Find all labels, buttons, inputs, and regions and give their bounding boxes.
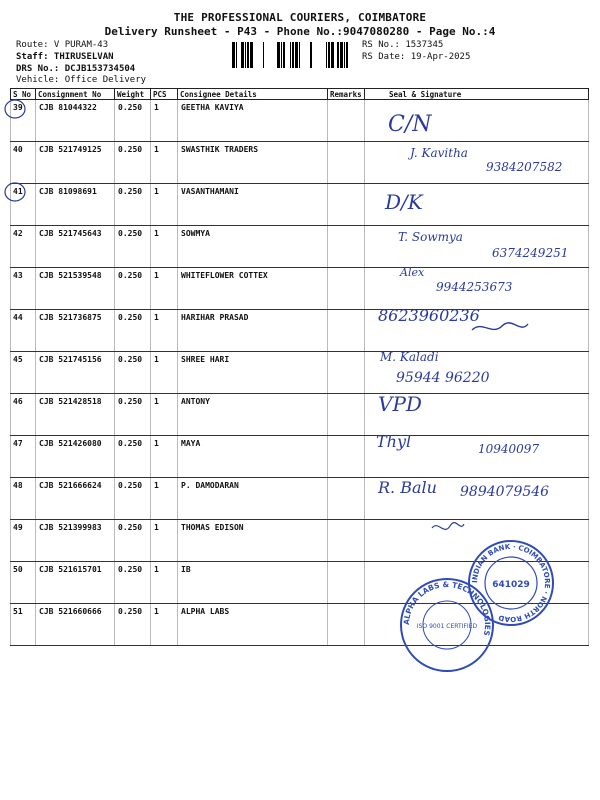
table-row [11,562,589,604]
signature-46: VPD [378,392,422,416]
col-pcs: PCS [151,89,178,100]
table-row [11,184,589,226]
row-signature-cell [365,226,589,268]
signature-40-phone: 9384207582 [486,160,563,174]
row-consignment-no: CJB 521615701 [36,562,115,604]
signature-43-name: Alex [400,266,425,279]
row-remarks [328,310,365,352]
row-remarks [328,436,365,478]
table-row [11,520,589,562]
row-signature-cell [365,268,589,310]
row-remarks [328,604,365,646]
row-consignee: ALPHA LABS [178,604,328,646]
row-sno: 42 [11,226,36,268]
row-weight: 0.250 [115,184,151,226]
row-sno: 45 [11,352,36,394]
row-weight: 0.250 [115,562,151,604]
table-row [11,100,589,142]
signature-39: C/N [388,112,432,137]
table-row [11,604,589,646]
svg-text:INDIAN BANK · COIMBATORE · NOR: INDIAN BANK · COIMBATORE · NORTH ROAD [470,542,552,624]
row-consignee: THOMAS EDISON [178,520,328,562]
svg-text:641029: 641029 [492,580,530,590]
row-consignment-no: CJB 521539548 [36,268,115,310]
row-weight: 0.250 [115,478,151,520]
row-weight: 0.250 [115,394,151,436]
row-weight: 0.250 [115,100,151,142]
row-consignment-no: CJB 81098691 [36,184,115,226]
row-signature-cell [365,520,589,562]
row-signature-cell [365,394,589,436]
row-consignment-no: CJB 521399983 [36,520,115,562]
row-weight: 0.250 [115,268,151,310]
row-signature-cell [365,100,589,142]
rs-date: RS Date: 19-Apr-2025 [362,52,471,62]
row-remarks [328,352,365,394]
col-remarks: Remarks [328,89,365,100]
row-pcs: 1 [151,520,178,562]
row-consignee: MAYA [178,436,328,478]
signature-43-phone: 9944253673 [436,280,513,294]
row-pcs: 1 [151,268,178,310]
signature-47-name: Thyl [376,432,412,451]
row-remarks [328,562,365,604]
signature-48-phone: 9894079546 [460,484,550,500]
signature-45-phone: 95944 96220 [396,370,490,386]
row-sno: 46 [11,394,36,436]
col-signature: Seal & Signature [365,89,589,100]
row-consignment-no: CJB 521666624 [36,478,115,520]
signature-42-name: T. Sowmya [398,230,463,244]
rs-number: RS No.: 1537345 [362,40,444,50]
row-pcs: 1 [151,562,178,604]
row-consignment-no: CJB 521428518 [36,394,115,436]
col-consignee: Consignee Details [178,89,328,100]
row-consignee: GEETHA KAVIYA [178,100,328,142]
row-pcs: 1 [151,310,178,352]
row-consignment-no: CJB 521745643 [36,226,115,268]
row-signature-cell [365,310,589,352]
row-remarks [328,100,365,142]
col-sno: S No [11,89,36,100]
row-pcs: 1 [151,604,178,646]
row-pcs: 1 [151,142,178,184]
row-consignment-no: CJB 521426080 [36,436,115,478]
row-signature-cell [365,184,589,226]
row-signature-cell [365,478,589,520]
signature-47-phone: 10940097 [478,442,540,456]
row-weight: 0.250 [115,604,151,646]
table-row [11,268,589,310]
signature-48-name: R. Balu [378,478,437,497]
row-sno: 44 [11,310,36,352]
row-remarks [328,478,365,520]
barcode-image [232,42,356,68]
row-weight: 0.250 [115,352,151,394]
company-title: THE PROFESSIONAL COURIERS, COIMBATORE [173,11,427,24]
row-sno: 48 [11,478,36,520]
row-remarks [328,184,365,226]
row-pcs: 1 [151,436,178,478]
row-pcs: 1 [151,184,178,226]
table-row [11,310,589,352]
signature-40-name: J. Kavitha [410,146,468,160]
row-sno: 47 [11,436,36,478]
row-weight: 0.250 [115,226,151,268]
signature-44: 8623960236 [378,306,480,325]
row-consignee: SHREE HARI [178,352,328,394]
row-weight: 0.250 [115,436,151,478]
col-consignment: Consignment No [36,89,115,100]
row-signature-cell [365,352,589,394]
table-row [11,226,589,268]
runsheet-table [10,88,589,646]
row-signature-cell [365,436,589,478]
row-remarks [328,520,365,562]
table-row [11,478,589,520]
svg-text:ALPHA LABS & TECHNOLOGIES: ALPHA LABS & TECHNOLOGIES [401,579,493,637]
table-header-row [11,89,589,100]
signature-41: D/K [385,190,423,214]
row-sno: 50 [11,562,36,604]
sheet-title: Delivery Runsheet - P43 - Phone No.:9047080280 - Page No.:4 [104,25,496,38]
row-sno: 41 [11,184,36,226]
row-consignment-no: CJB 521736875 [36,310,115,352]
row-sno: 39 [11,100,36,142]
row-pcs: 1 [151,100,178,142]
row-consignee: SWASTHIK TRADERS [178,142,328,184]
row-remarks [328,394,365,436]
row-consignee: IB [178,562,328,604]
row-consignee: HARIHAR PRASAD [178,310,328,352]
row-weight: 0.250 [115,142,151,184]
col-weight: Weight [115,89,151,100]
row-remarks [328,226,365,268]
row-consignee: ANTONY [178,394,328,436]
row-sno: 40 [11,142,36,184]
row-weight: 0.250 [115,520,151,562]
row-consignee: WHITEFLOWER COTTEX [178,268,328,310]
row-consignment-no: CJB 81044322 [36,100,115,142]
row-remarks [328,142,365,184]
row-remarks [328,268,365,310]
table-row [11,436,589,478]
row-sno: 49 [11,520,36,562]
row-sno: 43 [11,268,36,310]
vehicle-label: Vehicle: Office Delivery [16,75,147,85]
row-pcs: 1 [151,352,178,394]
row-pcs: 1 [151,478,178,520]
staff-label: Staff: THIRUSELVAN [16,52,114,62]
signature-45-name: M. Kaladi [380,350,439,364]
row-pcs: 1 [151,226,178,268]
row-consignment-no: CJB 521749125 [36,142,115,184]
row-consignee: SOWMYA [178,226,328,268]
table-row [11,352,589,394]
table-row [11,142,589,184]
row-signature-cell [365,604,589,646]
svg-text:ISO 9001 CERTIFIED: ISO 9001 CERTIFIED [416,623,478,630]
table-row [11,394,589,436]
row-consignment-no: CJB 521745156 [36,352,115,394]
route-label: Route: V PURAM-43 [16,40,109,50]
row-pcs: 1 [151,394,178,436]
row-consignee: VASANTHAMANI [178,184,328,226]
row-signature-cell [365,142,589,184]
drs-number: DRS No.: DCJB153734504 [16,64,136,74]
row-signature-cell [365,562,589,604]
signature-42-phone: 6374249251 [492,246,569,260]
row-weight: 0.250 [115,310,151,352]
row-consignment-no: CJB 521660666 [36,604,115,646]
row-consignee: P. DAMODARAN [178,478,328,520]
row-sno: 51 [11,604,36,646]
